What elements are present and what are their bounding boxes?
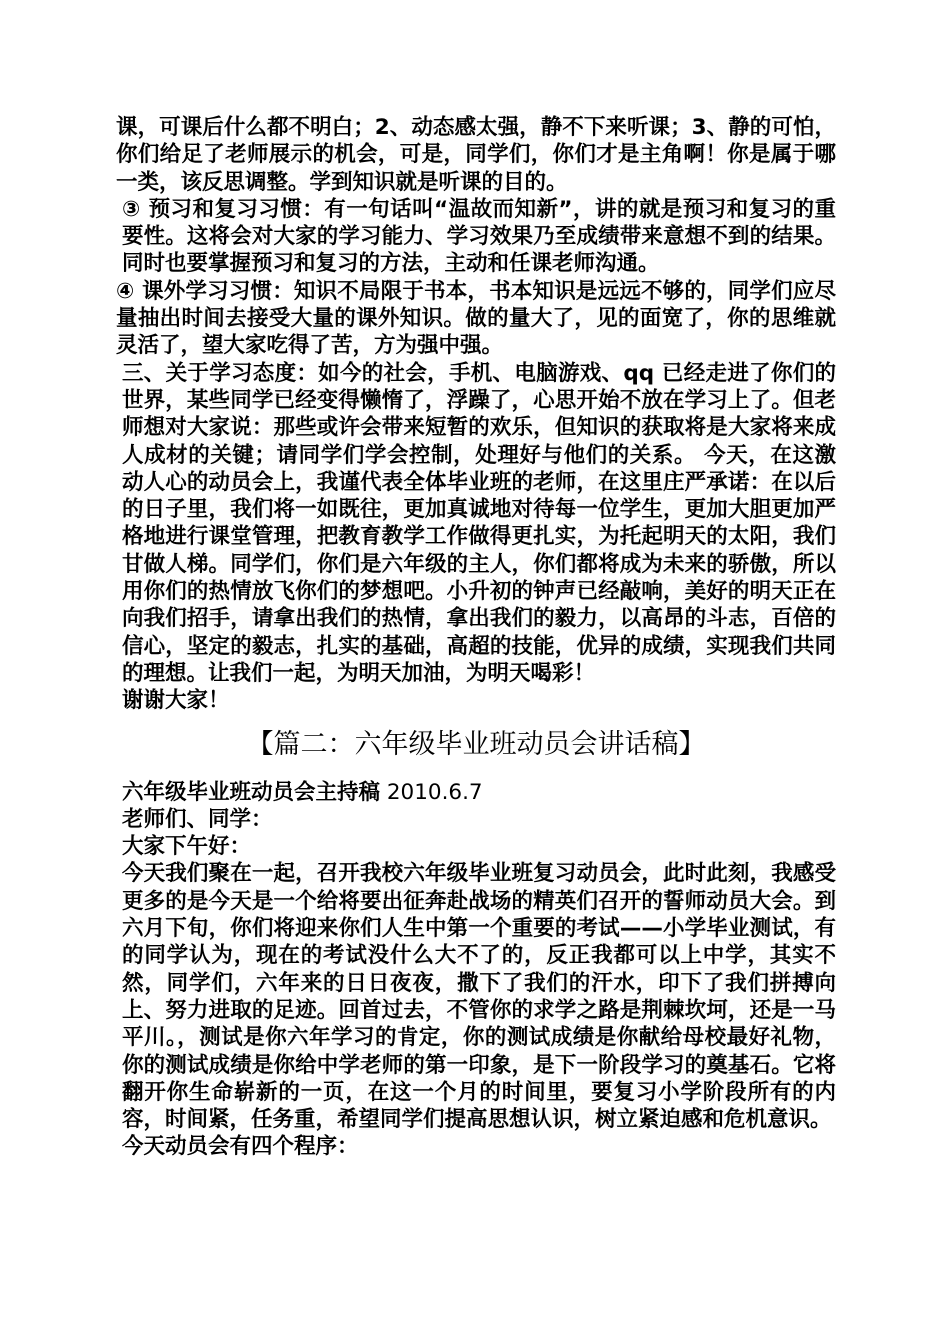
paragraph-greeting-afternoon: 大家下午好：	[122, 834, 252, 860]
subtitle-text: 六年级毕业班动员会主持稿	[122, 779, 381, 805]
paragraph-extracurricular-habit: ④ 课外学习习惯：知识不局限于书本，书本知识是远远不够的，同学们应尽量抽出时间去接受大量的课外知识。做的量大了，见的面宽了，你的思维就灵活了，望大家吃得了苦，方为强中强。	[116, 278, 836, 359]
paragraph-preview-review-habit: ③ 预习和复习习惯：有一句话叫“温故而知新”，讲的就是预习和复习的重要性。这将会对大家的学习能力、学习效果乃至成绩带来意想不到的结果。同时也要掌握预习和复习的方法，主动和任课老师沟通。	[122, 196, 836, 277]
subtitle-date: 2010.6.7	[380, 779, 483, 805]
paragraph-opening-speech: 今天我们聚在一起，召开我校六年级毕业班复习动员会，此时此刻，我感受更多的是今天是一个给将要出征奔赴战场的精英们召开的誓师动员大会。到六月下旬，你们将迎来你们人生中第一个重要的考试——小学毕业测试，有的同学认为，现在的考试没什么大不了的，反正我都可以上中学，其实不然，同学们，六年来的日日夜夜，撒下了我们的汗水，印下了我们拼搏向上、努力进取的足迹。回首过去，不管你的求学之路是荆棘坎坷，还是一马平川。，测试是你六年学习的肯定，你的测试成绩是你献给母校最好礼物，你的测试成绩是你给中学老师的第一印象，是下一阶段学习的奠基石。它将翻开你生命崭新的一页，在这一个月的时间里，要复习小学阶段所有的内容，时间紧，任务重，希望同学们提高思想认识，树立紧迫感和危机意识。	[122, 861, 836, 1133]
section-heading: 【篇二：六年级毕业班动员会讲话稿】	[246, 728, 706, 760]
paragraph-program-intro: 今天动员会有四个程序：	[122, 1134, 359, 1160]
document-body	[116, 114, 836, 1161]
paragraph-greeting-teachers: 老师们、同学：	[122, 806, 273, 832]
subtitle-line	[116, 779, 836, 806]
paragraph-learning-attitude: 三、关于学习态度：如今的社会，手机、电脑游戏、qq 已经走进了你们的世界，某些同学已经变得懒惰了，浮躁了，心思开始不放在学习上了。但老师想对大家说：那些或许会带来短暂的欢乐，但知识的获取将是大家将来成人成材的关键；请同学们学会控制，处理好与他们的关系。 今天，在这激动人心的动员会上，我谨代表全体毕业班的老师，在这里庄严承诺：在以后的日子里，我们将一如既往，更加真诚地对待每一位学生，更加大胆更加严格地进行课堂管理，把教育教学工作做得更扎实，为托起明天的太阳，我们甘做人梯。同学们，你们是六年级的主人，你们都将成为未来的骄傲，所以用你们的热情放飞你们的梦想吧。小升初的钟声已经敲响，美好的明天正在向我们招手，请拿出我们的热情，拿出我们的毅力，以高昂的斗志，百倍的信心，坚定的毅志，扎实的基础，高超的技能，优异的成绩，实现我们共同的理想。让我们一起，为明天加油，为明天喝彩！	[122, 360, 836, 686]
paragraph-listening-habits-continued: 课，可课后什么都不明白；2、动态感太强，静不下来听课；3、静的可怕，你们给足了老师展示的机会，可是，同学们，你们才是主角啊！你是属于哪一类，该反思调整。学到知识就是听课的目的。	[116, 115, 836, 195]
paragraph-thanks: 谢谢大家！	[122, 688, 230, 714]
